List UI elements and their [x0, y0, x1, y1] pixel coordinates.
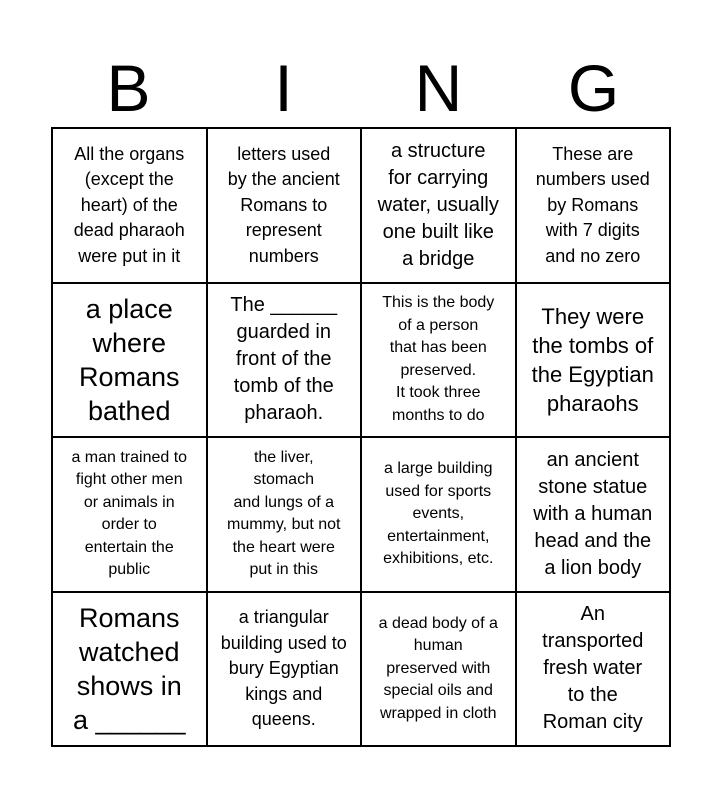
bingo-cell-r2c4[interactable] [517, 284, 672, 439]
bingo-cell-r1c3[interactable] [362, 129, 517, 284]
bingo-cell-r4c4[interactable] [517, 593, 672, 748]
bingo-cell-r4c2[interactable] [208, 593, 363, 748]
cell-text: a man trained to fight other men or animals in order to entertain the public [71, 448, 188, 579]
bingo-cell-r2c1[interactable] [53, 284, 208, 439]
bingo-grid [51, 127, 671, 747]
bingo-cell-r2c3[interactable] [362, 284, 517, 439]
bingo-cell-r1c4[interactable] [517, 129, 672, 284]
header-letter-b: B [106, 51, 151, 125]
header-letter-g: G [567, 51, 620, 125]
bingo-cell-r3c1[interactable] [53, 438, 208, 593]
cell-text: a place where Romans bathed [78, 293, 180, 426]
cell-text: a structure for carrying water, usually one built like a bridge [377, 139, 499, 270]
cell-text: a dead body of a human preserved with special oils and wrapped in cloth [378, 614, 498, 722]
bingo-header [51, 52, 671, 124]
header-letter-n: N [414, 51, 463, 125]
bingo-cell-r4c3[interactable] [362, 593, 517, 748]
cell-text: The ______ guarded in front of the tomb of the pharaoh. [230, 294, 338, 425]
bingo-cell-r3c4[interactable] [517, 438, 672, 593]
cell-text: They were the tombs of the Egyptian pharaohs [531, 303, 654, 416]
cell-text: All the organs (except the heart) of the dead pharaoh were put in it [73, 143, 185, 266]
bingo-cell-r1c2[interactable] [208, 129, 363, 284]
bingo-cell-r2c2[interactable] [208, 284, 363, 439]
cell-text: Romans watched shows in a ______ [72, 602, 186, 735]
cell-text: This is the body of a person that has been preserved. It took three months to do [382, 294, 495, 424]
cell-text: These are numbers used by Romans with 7 digits and no zero [535, 143, 650, 266]
cell-text: a triangular building used to bury Egyptian kings and queens. [220, 607, 347, 729]
cell-text: a large building used for sports events, entertainment, exhibitions, etc. [383, 460, 494, 567]
cell-text: an ancient stone statue with a human head and the a lion body [533, 448, 653, 579]
bingo-cell-r4c1[interactable] [53, 593, 208, 748]
header-letter-i: I [274, 51, 293, 125]
cell-text: the liver, stomach and lungs of a mummy, but not the heart were put in this [226, 448, 341, 579]
bingo-cell-r3c3[interactable] [362, 438, 517, 593]
bingo-cell-r1c1[interactable] [53, 129, 208, 284]
cell-text: letters used by the ancient Romans to represent numbers [227, 143, 340, 266]
cell-text: An transported fresh water to the Roman city [542, 603, 644, 734]
bingo-cell-r3c2[interactable] [208, 438, 363, 593]
